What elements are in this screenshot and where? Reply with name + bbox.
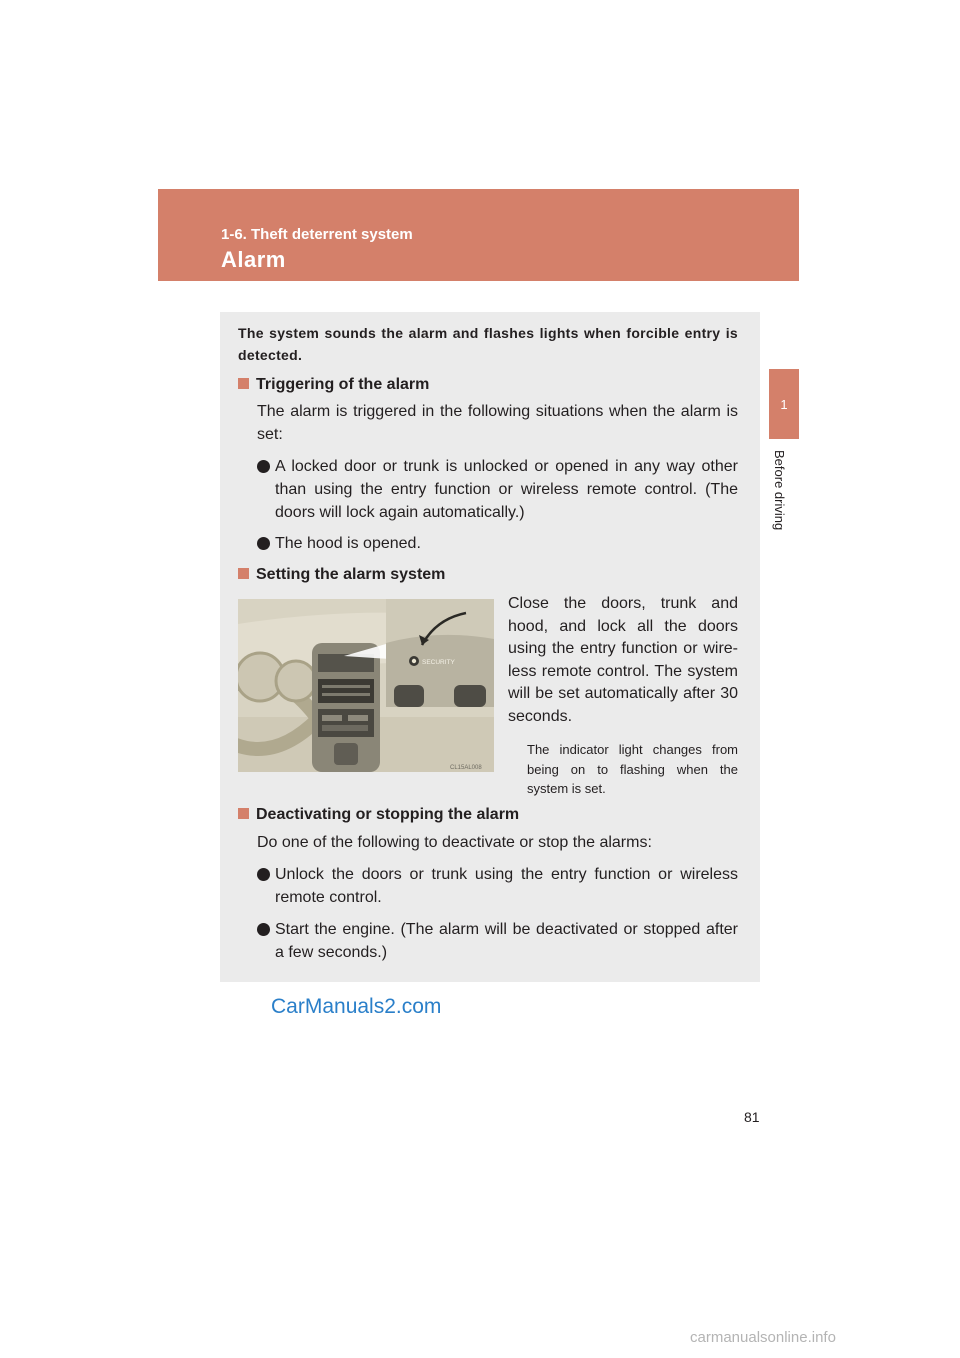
page-number: 81 [744,1109,760,1125]
list-item: Unlock the doors or trunk using the entry function or wireless remote control. [257,863,738,909]
svg-text:CL15AL008: CL15AL008 [450,765,482,771]
bullet-dot-icon [257,460,270,473]
dashboard-image [238,599,494,772]
watermark-link[interactable]: CarManuals2.com [271,995,442,1018]
triggering-text: The alarm is triggered in the following situations when the alarm is set: [257,403,738,443]
figure-caption: The indicator light changes from being on to flashing when the system is set. [527,742,738,796]
list-item: The hood is opened. [257,532,738,555]
intro-text: The system sounds the alarm and flashes lights when forcible entry is detected. [238,325,738,363]
deactivating-text: Do one of the following to deactivate or stop the alarms: [257,834,652,851]
list-item: Start the engine. (The alarm will be deactivated or stopped after a few seconds.) [257,918,738,964]
chapter-tab[interactable]: 1 [769,369,799,439]
section-title-triggering: Triggering of the alarm [238,376,429,394]
square-bullet-icon [238,378,249,389]
svg-text:SECURITY: SECURITY [422,659,455,666]
bullet-dot-icon [257,537,270,550]
section-label: 1-6. Theft deterrent system [221,226,413,243]
content-box [220,312,760,982]
chapter-label: Before driving [772,450,787,531]
page-title: Alarm [221,247,286,272]
header-band [158,189,799,281]
footer-watermark: carmanualsonline.info [690,1329,836,1346]
list-item: A locked door or trunk is unlocked or opened in any way other than using the entry function or wireless remote control. (The doors will lock again automatically.) [257,455,738,524]
dashboard-illustration [238,599,494,772]
bullet-dot-icon [257,868,270,881]
square-bullet-icon [238,808,249,819]
setting-text: Close the doors, trunk and hood, and lock all the doors using the entry function or wire-less remote control. The system will be set automatically after 30 seconds. [508,595,738,725]
square-bullet-icon [238,568,249,579]
bullet-dot-icon [257,923,270,936]
section-title-setting: Setting the alarm system [238,566,445,584]
section-title-deactivating: Deactivating or stopping the alarm [238,806,519,824]
